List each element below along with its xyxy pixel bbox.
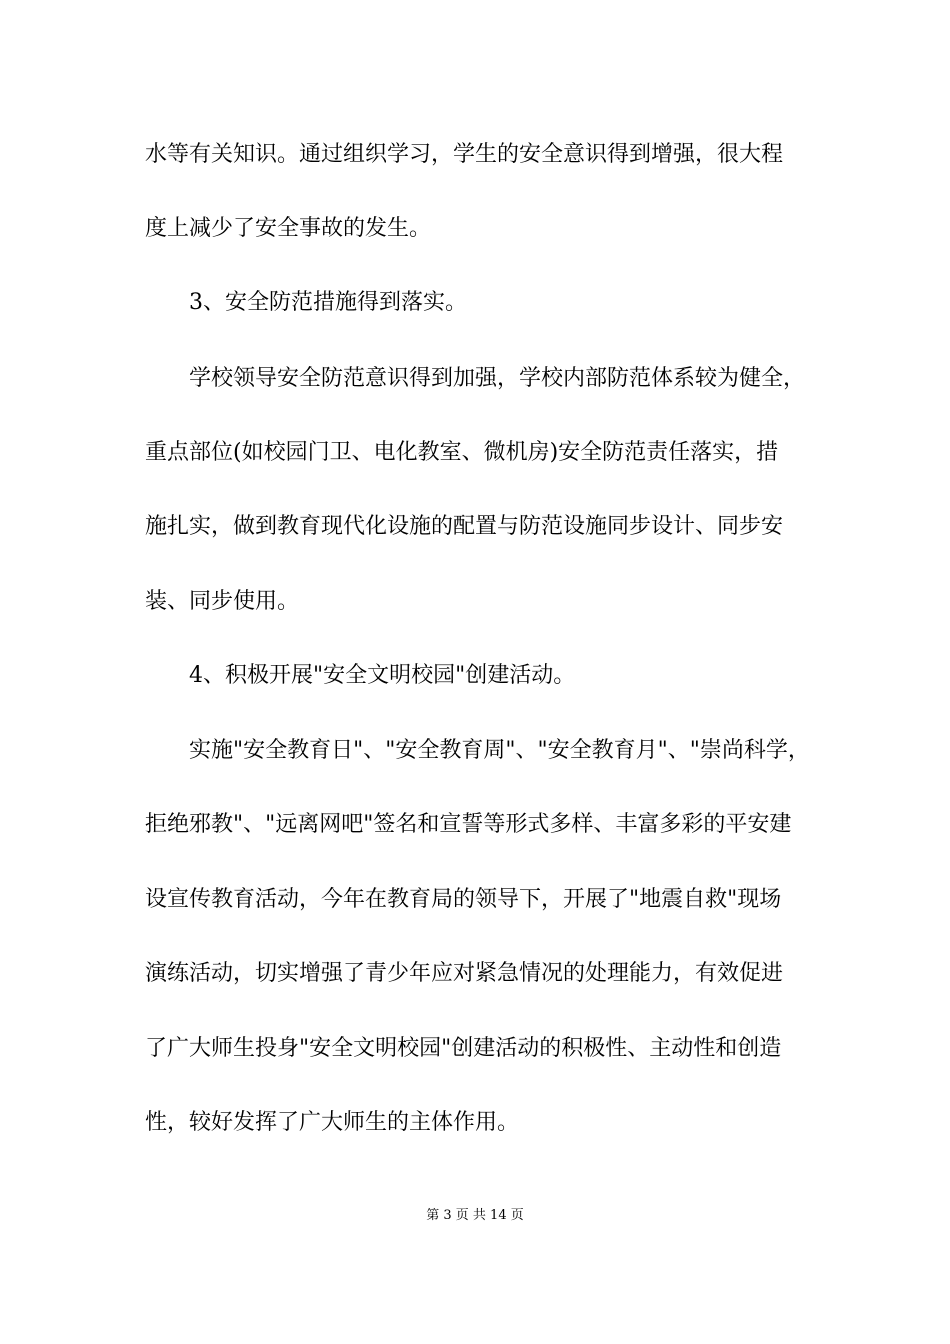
body-line-2: 度上减少了安全事故的发生。 bbox=[145, 216, 432, 241]
body-line-7: 装、同步使用。 bbox=[145, 589, 300, 614]
body-line-4: 学校领导安全防范意识得到加强，学校内部防范体系较为健全， bbox=[189, 366, 806, 391]
body-line-14: 性，较好发挥了广大师生的主体作用。 bbox=[145, 1110, 520, 1135]
body-line-6: 施扎实，做到教育现代化设施的配置与防范设施同步设计、同步安 bbox=[145, 514, 784, 539]
section-heading-3: 3、安全防范措施得到落实。 bbox=[189, 290, 467, 315]
body-line-5: 重点部位(如校园门卫、电化教室、微机房)安全防范责任落实，措 bbox=[145, 440, 779, 465]
body-line-13: 了广大师生投身"安全文明校园"创建活动的积极性、主动性和创造 bbox=[145, 1036, 782, 1061]
page-footer bbox=[0, 1207, 950, 1225]
body-line-11: 设宣传教育活动，今年在教育局的领导下，开展了"地震自救"现场 bbox=[145, 887, 782, 912]
section-heading-4: 4、积极开展"安全文明校园"创建活动。 bbox=[189, 663, 576, 688]
body-line-12: 演练活动，切实增强了青少年应对紧急情况的处理能力，有效促进 bbox=[145, 961, 784, 986]
body-line-9: 实施"安全教育日"、"安全教育周"、"安全教育月"、"崇尚科学， bbox=[189, 738, 810, 763]
body-line-10: 拒绝邪教"、"远离网吧"签名和宣誓等形式多样、丰富多彩的平安建 bbox=[145, 812, 792, 837]
body-line-1: 水等有关知识。通过组织学习，学生的安全意识得到增强，很大程 bbox=[145, 142, 784, 167]
page-number: 第 3 页 共 14 页 bbox=[426, 1208, 524, 1223]
